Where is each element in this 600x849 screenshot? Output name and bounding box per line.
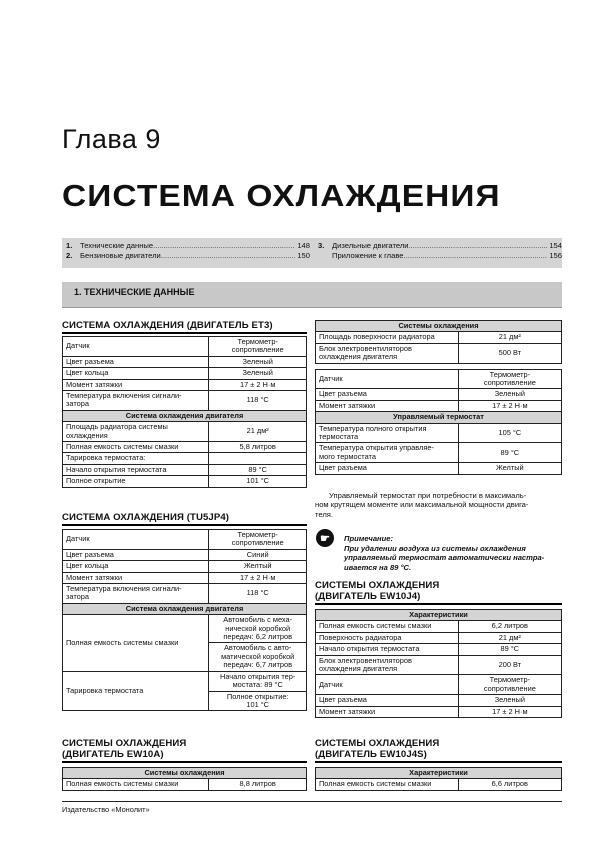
param-value: Желтый <box>209 561 307 572</box>
toc-entry <box>318 241 562 251</box>
table-row <box>63 442 307 453</box>
table-row <box>63 476 307 487</box>
param-value: 21 дм² <box>209 422 307 442</box>
param-name: Цвет разъема <box>316 389 459 400</box>
table-row <box>63 584 307 604</box>
toc-dots <box>161 251 296 261</box>
param-value: 8,8 литров <box>209 779 307 790</box>
param-value: 118 °C <box>209 584 307 604</box>
tu5-heading: СИСТЕМА ОХЛАЖДЕНИЯ (TU5JP4) <box>62 512 307 526</box>
table-row <box>63 615 307 643</box>
param-name: Начало открытия термостата <box>316 644 459 655</box>
param-value: 17 ± 2 Н·м <box>458 706 561 717</box>
toc-title: Приложение к главе <box>332 251 404 260</box>
ew10j4-table <box>315 609 562 718</box>
param-value: Зеленый <box>458 695 561 706</box>
table-row <box>63 464 307 475</box>
toc-number <box>318 251 332 261</box>
table-row <box>316 632 562 643</box>
param-name: Цвет разъема <box>316 463 459 474</box>
param-value: 500 Вт <box>458 343 561 363</box>
param-value: 200 Вт <box>458 655 561 675</box>
section-heading: 1. ТЕХНИЧЕСКИЕ ДАННЫЕ <box>62 282 562 308</box>
table-row <box>63 422 307 442</box>
note-text: При удалении воздуха из системы охлаждения управляемый термостат автоматически настра- ивается на 89 °C. <box>344 543 545 572</box>
param-name: Датчик <box>316 369 459 389</box>
param-value: 118 °C <box>209 391 307 411</box>
ew10j4s-table <box>315 767 562 791</box>
tu5-table <box>62 529 307 711</box>
param-value: Автомобиль с меха- нической коробкой передач: 6,2 литров <box>209 615 307 643</box>
table-row <box>316 423 562 443</box>
right-cooling-table <box>315 320 562 475</box>
toc-title: Дизельные двигатели <box>332 241 409 250</box>
param-name: Момент затяжки <box>63 572 209 583</box>
param-value: Зеленый <box>458 389 561 400</box>
param-value: 6,2 литров <box>458 621 561 632</box>
param-value: 17 ± 2 Н·м <box>209 572 307 583</box>
toc-page-number: 148 <box>297 241 310 250</box>
param-name: Цвет разъема <box>63 549 209 560</box>
param-value: Начало открытия тер- мостата: 89 °C <box>209 671 307 691</box>
table-row <box>316 389 562 400</box>
param-value: Синий <box>209 549 307 560</box>
param-value: 6,6 литров <box>458 779 561 790</box>
table-row <box>63 561 307 572</box>
toc-number: 1. <box>66 241 73 250</box>
table-row <box>63 391 307 411</box>
table-header-row <box>316 768 562 779</box>
ew10a-table <box>62 767 307 791</box>
ew10j4s-heading: СИСТЕМЫ ОХЛАЖДЕНИЯ (ДВИГАТЕЛЬ EW10J4S) <box>315 738 562 763</box>
table-row <box>63 549 307 560</box>
toc-number: 3. <box>318 241 325 250</box>
toc-page-number: 156 <box>549 251 562 260</box>
table-row <box>316 400 562 411</box>
param-value: 89 °C <box>209 464 307 475</box>
table-header: Система охлаждения двигателя <box>63 410 307 421</box>
param-name: Цвет разъема <box>63 356 209 367</box>
param-value: 89 °C <box>458 644 561 655</box>
table-header: Управляемый термостат <box>316 412 562 423</box>
param-name: Тарировка термостата <box>63 671 209 711</box>
table-row <box>63 337 307 357</box>
param-value: 89 °C <box>458 443 561 463</box>
table-header-row <box>316 610 562 621</box>
table-row <box>63 779 307 790</box>
toc-left-column <box>66 241 310 261</box>
table-row <box>316 644 562 655</box>
table-header-row <box>63 410 307 421</box>
table-row <box>63 368 307 379</box>
toc-page-number: 154 <box>549 241 562 250</box>
param-value: Автомобиль с авто- матической коробкой передач: 6,7 литров <box>209 643 307 671</box>
table-row <box>316 779 562 790</box>
param-name: Полная емкость системы смазки <box>63 442 209 453</box>
table-row <box>63 356 307 367</box>
table-of-contents <box>62 238 562 268</box>
note <box>344 525 562 581</box>
ew10a-heading: СИСТЕМЫ ОХЛАЖДЕНИЯ (ДВИГАТЕЛЬ EW10A) <box>62 738 307 763</box>
et3-heading: СИСТЕМА ОХЛАЖДЕНИЯ (ДВИГАТЕЛЬ ET3) <box>62 320 307 334</box>
param-name: Момент затяжки <box>63 379 209 390</box>
param-value: Термометр- сопротивление <box>209 530 307 550</box>
toc-right-column <box>318 241 562 261</box>
param-value: Желтый <box>458 463 561 474</box>
param-name: Площадь поверхности радиатора <box>316 332 459 343</box>
param-value: 101 °C <box>209 476 307 487</box>
param-value: Зеленый <box>209 356 307 367</box>
param-value: 17 ± 2 Н·м <box>458 400 561 411</box>
toc-dots <box>409 241 548 251</box>
table-row <box>316 695 562 706</box>
toc-title: Технические данные <box>80 241 154 250</box>
toc-entry <box>66 241 310 251</box>
page-title: СИСТЕМА ОХЛАЖДЕНИЯ <box>62 178 501 213</box>
table-header-row <box>316 321 562 332</box>
toc-title: Бензиновые двигатели <box>80 251 161 260</box>
ew10j4-heading: СИСТЕМЫ ОХЛАЖДЕНИЯ (ДВИГАТЕЛЬ EW10J4) <box>315 580 562 605</box>
table-row <box>316 655 562 675</box>
table-row <box>316 706 562 717</box>
param-name: Полное открытие <box>63 476 209 487</box>
param-name: Цвет разъема <box>316 695 459 706</box>
table-row <box>316 443 562 463</box>
toc-dots <box>404 251 548 261</box>
toc-page-number: 150 <box>297 251 310 260</box>
table-header: Характеристики <box>316 768 562 779</box>
param-name: Температура включения сигнали- затора <box>63 584 209 604</box>
param-name: Момент затяжки <box>316 706 459 717</box>
pointing-hand-icon: ☛ <box>316 529 334 547</box>
param-name: Температура открытия управляе- мого термостата <box>316 443 459 463</box>
param-name: Поверхность радиатора <box>316 632 459 643</box>
chapter-label: Глава 9 <box>62 124 161 154</box>
param-name: Момент затяжки <box>316 400 459 411</box>
param-value: 21 дм² <box>458 332 561 343</box>
table-row <box>316 621 562 632</box>
table-header-row <box>63 768 307 779</box>
table-row <box>63 572 307 583</box>
param-name: Цвет кольца <box>63 561 209 572</box>
table-row <box>63 530 307 550</box>
table-row <box>63 379 307 390</box>
et3-table <box>62 336 307 488</box>
footer-publisher: Издательство «Монолит» <box>62 805 150 814</box>
toc-entry <box>318 251 562 261</box>
table-row <box>316 369 562 389</box>
param-name: Полная емкость системы смазки <box>316 779 459 790</box>
param-name: Тарировка термостата: <box>63 453 209 464</box>
table-row <box>316 463 562 474</box>
table-header-row <box>316 412 562 423</box>
param-name: Начало открытия термостата <box>63 464 209 475</box>
thermostat-paragraph: Управляемый термостат при потребности в максималь- ном крутящем моменте или максимальной мощности двига- теля. <box>315 491 529 519</box>
param-name: Датчик <box>316 675 459 695</box>
table-header: Системы охлаждения <box>63 768 307 779</box>
param-name: Температура включения сигнали- затора <box>63 391 209 411</box>
param-value: 17 ± 2 Н·м <box>209 379 307 390</box>
table-row <box>63 671 307 691</box>
toc-number: 2. <box>66 251 73 260</box>
table-row <box>316 332 562 343</box>
toc-dots <box>153 241 295 251</box>
param-name: Полная емкость системы смазки <box>316 621 459 632</box>
table-header: Характеристики <box>316 610 562 621</box>
param-value: Термометр- сопротивление <box>209 337 307 357</box>
note-title: Примечание: <box>344 534 394 544</box>
param-name: Полная емкость системы смазки <box>63 779 209 790</box>
table-header-row <box>63 603 307 614</box>
param-name: Площадь радиатора системы охлаждения <box>63 422 209 442</box>
param-value: Термометр- сопротивление <box>458 369 561 389</box>
param-value: 105 °C <box>458 423 561 443</box>
param-name: Датчик <box>63 337 209 357</box>
toc-entry <box>66 251 310 261</box>
param-value: 5,8 литров <box>209 442 307 453</box>
param-name: Цвет кольца <box>63 368 209 379</box>
param-value <box>209 453 307 464</box>
param-value: Зеленый <box>209 368 307 379</box>
param-name: Датчик <box>63 530 209 550</box>
param-name: Температура полного открытия термостата <box>316 423 459 443</box>
param-name: Полная емкость системы смазки <box>63 615 209 671</box>
footer-divider <box>62 801 562 802</box>
param-name: Блок электровентиляторов охлаждения двигателя <box>316 655 459 675</box>
table-row <box>63 453 307 464</box>
table-header: Системы охлаждения <box>316 321 562 332</box>
param-value: Полное открытие: 101 °C <box>209 691 307 711</box>
param-value: 21 дм² <box>458 632 561 643</box>
table-header: Система охлаждения двигателя <box>63 603 307 614</box>
param-name: Блок электровентиляторов охлаждения двигателя <box>316 343 459 363</box>
table-row <box>316 675 562 695</box>
table-row <box>316 343 562 363</box>
param-value: Термометр- сопротивление <box>458 675 561 695</box>
